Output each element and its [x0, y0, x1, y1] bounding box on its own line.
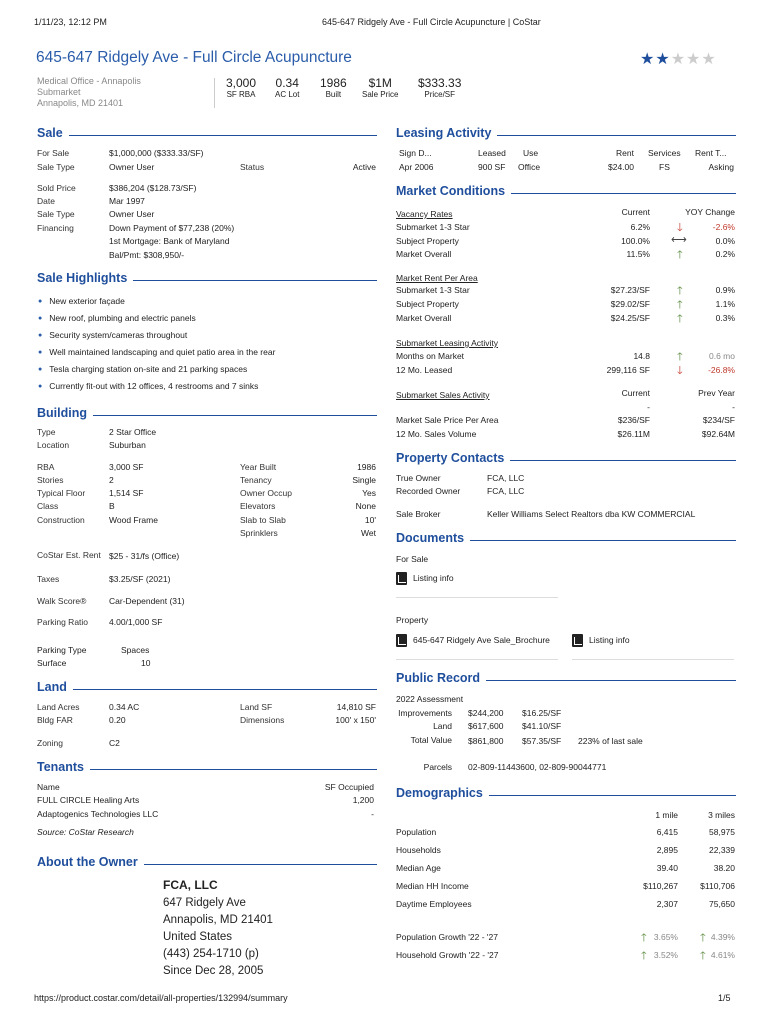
section-title: Public Record: [396, 671, 481, 685]
document-link[interactable]: [396, 572, 558, 598]
value: 3,000 SF: [109, 462, 144, 472]
value: Bal/Pmt: $308,950/-: [109, 250, 185, 260]
list-item: ● New roof, plumbing and electric panels: [38, 313, 196, 323]
value: 38.20: [713, 863, 735, 873]
value: 14.8: [633, 351, 650, 361]
value: Down Payment of $77,238 (20%): [109, 223, 235, 233]
value: 10': [364, 515, 376, 525]
value: 0.3%: [715, 313, 735, 323]
subsection-title: Property: [396, 615, 429, 625]
print-tab-title: 645-647 Ridgely Ave - Full Circle Acupuncture | CoStar: [322, 17, 541, 27]
label: Parcels: [423, 762, 452, 772]
section-title: Leasing Activity: [396, 126, 492, 140]
table-cell: Office: [518, 162, 541, 172]
stat-value: 3,000: [226, 76, 257, 90]
value: $24.25/SF: [610, 313, 650, 323]
page-title: 645-647 Ridgely Ave - Full Circle Acupuncture: [36, 49, 352, 66]
label: Sale Type: [37, 162, 75, 172]
arrow-up-icon: 🡑: [677, 351, 683, 363]
column-header: YOY Change: [685, 207, 735, 217]
value: 2 Star Office: [109, 427, 157, 437]
owner-name: FCA, LLC: [163, 878, 218, 892]
column-header: Rent: [616, 148, 634, 158]
label: 12 Mo. Sales Volume: [396, 429, 477, 439]
value: 11.5%: [626, 249, 650, 259]
value: 4.39%: [710, 932, 735, 942]
value: $29.02/SF: [610, 299, 650, 309]
value: $16.25/SF: [522, 708, 562, 718]
label: 12 Mo. Leased: [396, 365, 453, 375]
label: Daytime Employees: [396, 899, 472, 909]
table-cell: Asking: [708, 162, 734, 172]
value: FCA, LLC: [487, 473, 525, 483]
label: Typical Floor: [37, 488, 86, 498]
star-empty-icon: ★: [686, 51, 702, 68]
value: 2: [109, 475, 114, 485]
section-highlights-header: [37, 271, 377, 285]
pdf-icon: [572, 634, 583, 647]
table-cell: $24.00: [608, 162, 634, 172]
value: 0.6 mo: [709, 351, 735, 361]
label: Land SF: [240, 702, 273, 712]
stat-value: 1986: [320, 76, 347, 90]
value: 14,810 SF: [336, 702, 376, 712]
owner-street: 647 Ridgely Ave: [163, 897, 246, 909]
value: $27.23/SF: [610, 285, 650, 295]
value: 3.52%: [653, 950, 678, 960]
label: Median HH Income: [396, 881, 469, 891]
stat-rba: [226, 76, 256, 99]
label: Land Acres: [37, 702, 80, 712]
stat-label: Sale Price: [362, 90, 399, 99]
column-header: Use: [523, 148, 539, 158]
table-cell: FS: [659, 162, 670, 172]
value: 100.0%: [621, 236, 650, 246]
table-row: FULL CIRCLE Healing Arts: [37, 795, 140, 805]
value: C2: [109, 738, 120, 748]
star-empty-icon: ★: [670, 51, 687, 68]
value: $386,204 ($128.73/SF): [109, 183, 197, 193]
label: Market Sale Price Per Area: [396, 415, 499, 425]
value: FCA, LLC: [487, 486, 525, 496]
section-owner-header: [37, 855, 377, 869]
label: Financing: [37, 223, 74, 233]
label: Sale Type: [37, 209, 75, 219]
column-header: Rent T...: [695, 148, 727, 158]
value: 2,895: [656, 845, 678, 855]
arrow-up-icon: 🡑: [641, 950, 647, 962]
label: Sold Price: [37, 183, 76, 193]
status-value: Active: [352, 162, 376, 172]
star-filled-icon: ★: [640, 51, 656, 68]
section-building-header: [37, 406, 377, 420]
value: 1.1%: [715, 299, 735, 309]
list-item: ● Security system/cameras throughout: [38, 330, 187, 340]
value: $92.64M: [701, 429, 735, 439]
label: Tenancy: [240, 475, 272, 485]
source-note: Source: CoStar Research: [37, 827, 134, 837]
label: Sale Broker: [396, 509, 441, 519]
label: Households: [396, 845, 441, 855]
value: 2,307: [656, 899, 678, 909]
label: Type: [37, 427, 56, 437]
value: 0.34 AC: [109, 702, 140, 712]
table-cell: -: [371, 809, 374, 819]
value: None: [355, 501, 376, 511]
arrow-up-icon: 🡑: [677, 313, 683, 325]
value: 0.2%: [715, 249, 735, 259]
column-header: Sign D...: [399, 148, 432, 158]
section-tenants-header: [37, 760, 377, 774]
value: 6.2%: [630, 222, 650, 232]
list-item: ● Currently fit-out with 12 offices, 4 restrooms and 7 sinks: [38, 381, 258, 391]
value: $25 - 31/fs (Office): [109, 551, 180, 561]
label: Parking Ratio: [37, 617, 89, 627]
section-title: Sale: [37, 126, 63, 140]
value: 299,116 SF: [606, 365, 650, 375]
column-header: Current: [621, 388, 650, 398]
value: -26.8%: [708, 365, 735, 375]
section-land-header: [37, 680, 377, 694]
value: Car-Dependent (31): [109, 596, 185, 606]
value: 1986: [357, 462, 376, 472]
stat-label: AC Lot: [275, 90, 300, 99]
star-empty-icon: ★: [701, 51, 717, 68]
stat-label: Price/SF: [424, 90, 456, 99]
submarket-line2: Submarket: [37, 87, 81, 97]
value: $1,000,000 ($333.33/SF): [109, 148, 204, 158]
stat-value: $333.33: [418, 76, 462, 90]
value: Owner User: [109, 209, 155, 219]
submarket-line1: Medical Office - Annapolis: [37, 76, 141, 86]
owner-city: Annapolis, MD 21401: [163, 914, 273, 926]
arrow-up-icon: 🡑: [700, 932, 706, 944]
label: Improvements: [398, 708, 452, 718]
owner-since: Since Dec 28, 2005: [163, 965, 264, 977]
arrow-up-icon: 🡑: [677, 285, 683, 297]
stat-sale-price: [362, 76, 398, 99]
section-public-record-header: [396, 671, 736, 685]
value: 58,975: [709, 827, 735, 837]
column-header: Spaces: [121, 645, 150, 655]
value: 22,339: [709, 845, 735, 855]
section-documents-header: [396, 531, 736, 545]
pdf-icon: [396, 634, 407, 647]
divider: [214, 78, 215, 108]
value: 3.65%: [653, 932, 678, 942]
table-cell: Apr 2006: [399, 162, 434, 172]
arrow-up-icon: 🡑: [677, 299, 683, 311]
subsection-title: Market Rent Per Area: [396, 273, 478, 283]
section-title: Demographics: [396, 786, 483, 800]
section-contacts-header: [396, 451, 736, 465]
arrow-up-icon: 🡑: [677, 249, 683, 261]
document-label: Listing info: [589, 634, 630, 645]
value: Yes: [362, 488, 376, 498]
label: Total Value: [410, 735, 452, 745]
value: Single: [352, 475, 376, 485]
value: Owner User: [109, 162, 155, 172]
list-item: ● Tesla charging station on-site and 21 parking spaces: [38, 364, 247, 374]
section-demographics-header: [396, 786, 736, 800]
arrow-up-icon: 🡑: [700, 950, 706, 962]
label: Construction: [37, 515, 85, 525]
city-line: Annapolis, MD 21401: [37, 98, 124, 108]
section-market-header: [396, 184, 736, 198]
label: Owner Occup: [240, 488, 292, 498]
subsection-title: For Sale: [396, 554, 429, 564]
value: 4.00/1,000 SF: [109, 617, 163, 627]
section-title: Sale Highlights: [37, 271, 128, 285]
label: Market Overall: [396, 313, 452, 323]
label: Sprinklers: [240, 528, 278, 538]
label: Slab to Slab: [240, 515, 286, 525]
label: Months on Market: [396, 351, 465, 361]
label: Subject Property: [396, 236, 459, 246]
stat-label: SF RBA: [226, 90, 256, 99]
label: Zoning: [37, 738, 63, 748]
label: Subject Property: [396, 299, 459, 309]
value: 1,514 SF: [109, 488, 144, 498]
label: CoStar Est. Rent: [37, 550, 101, 560]
stat-built: [320, 76, 347, 99]
stat-value: $1M: [368, 76, 392, 90]
owner-country: United States: [163, 931, 233, 943]
arrow-up-icon: 🡑: [641, 932, 647, 944]
column-header: Current: [621, 207, 650, 217]
list-item: ● New exterior façade: [38, 296, 125, 306]
stat-value: 0.34: [275, 76, 299, 90]
label: Status: [240, 162, 265, 172]
table-cell: 1,200: [352, 795, 374, 805]
star-filled-icon: ★: [655, 51, 671, 68]
section-title: Documents: [396, 531, 465, 545]
value: 6,415: [656, 827, 678, 837]
label: Location: [37, 440, 70, 450]
arrow-down-icon: 🡓: [677, 222, 683, 234]
document-link[interactable]: [572, 634, 734, 660]
label: Elevators: [240, 501, 276, 511]
section-title: About the Owner: [37, 855, 138, 869]
value: Wood Frame: [109, 515, 158, 525]
document-label: 645-647 Ridgely Ave Sale_Brochure: [413, 634, 550, 645]
label: RBA: [37, 462, 55, 472]
value: Keller Williams Select Realtors dba KW COMMERCIAL: [487, 509, 696, 519]
section-sale-header: [37, 126, 377, 140]
label: Market Overall: [396, 249, 452, 259]
value: 4.61%: [710, 950, 735, 960]
section-title: Market Conditions: [396, 184, 506, 198]
section-title: Property Contacts: [396, 451, 505, 465]
label: True Owner: [396, 473, 441, 483]
section-leasing-header: [396, 126, 736, 140]
value: 0.0%: [715, 236, 735, 246]
subsection-title: Submarket Leasing Activity: [396, 338, 499, 348]
column-header: Services: [648, 148, 681, 158]
column-header: Leased: [478, 148, 506, 158]
label: Submarket 1-3 Star: [396, 222, 470, 232]
label: Population Growth '22 - '27: [396, 932, 498, 942]
value: $244,200: [468, 708, 504, 718]
value: -2.6%: [712, 222, 735, 232]
value: Wet: [361, 528, 376, 538]
value: 02-809-11443600, 02-809-90044771: [468, 762, 607, 772]
column-header: SF Occupied: [324, 782, 374, 792]
label: Dimensions: [240, 715, 285, 725]
value: $617,600: [468, 721, 504, 731]
star-rating: [640, 49, 717, 69]
document-label: Listing info: [413, 572, 454, 583]
value: 223% of last sale: [578, 736, 643, 746]
value: Suburban: [109, 440, 146, 450]
value: $41.10/SF: [522, 721, 562, 731]
value: Surface: [37, 658, 67, 668]
table-cell: 900 SF: [478, 162, 506, 172]
value: $57.35/SF: [522, 736, 562, 746]
value: $26.11M: [617, 429, 650, 439]
label: Recorded Owner: [396, 486, 461, 496]
label: For Sale: [37, 148, 70, 158]
column-header: Parking Type: [37, 645, 87, 655]
submarket-info: [37, 76, 141, 109]
label: Population: [396, 827, 437, 837]
stat-label: Built: [325, 90, 342, 99]
pdf-icon: [396, 572, 407, 585]
label: Bldg FAR: [37, 715, 73, 725]
section-title: Tenants: [37, 760, 84, 774]
arrow-both-icon: ⟷: [671, 234, 687, 246]
value: $861,800: [468, 736, 504, 746]
section-title: Land: [37, 680, 67, 694]
value: B: [109, 501, 115, 511]
label: Household Growth '22 - '27: [396, 950, 499, 960]
column-header: 3 miles: [708, 810, 735, 820]
value: -: [647, 402, 650, 412]
document-link[interactable]: [396, 634, 558, 660]
value: 100' x 150': [335, 715, 376, 725]
subsection-title: 2022 Assessment: [396, 694, 464, 704]
value: -: [732, 402, 735, 412]
subsection-title: Submarket Sales Activity: [396, 390, 490, 400]
value: $234/SF: [702, 415, 735, 425]
value: 0.9%: [715, 285, 735, 295]
list-item: ● Well maintained landscaping and quiet patio area in the rear: [38, 347, 275, 357]
column-header: Name: [37, 782, 60, 792]
value: 10: [141, 658, 151, 668]
label: Submarket 1-3 Star: [396, 285, 470, 295]
label: Date: [37, 196, 55, 206]
label: Year Built: [240, 462, 277, 472]
label: Stories: [37, 475, 64, 485]
label: Land: [433, 721, 452, 731]
value: Mar 1997: [109, 196, 145, 206]
column-header: 1 mile: [655, 810, 678, 820]
label: Median Age: [396, 863, 441, 873]
label: Walk Score®: [37, 596, 87, 606]
print-datetime: 1/11/23, 12:12 PM: [34, 17, 107, 27]
value: $3.25/SF (2021): [109, 574, 171, 584]
owner-phone: (443) 254-1710 (p): [163, 948, 259, 960]
stat-lot: [275, 76, 299, 99]
arrow-down-icon: 🡓: [677, 365, 683, 377]
value: 0.20: [109, 715, 126, 725]
value: 75,650: [709, 899, 735, 909]
label: Taxes: [37, 574, 60, 584]
value: $110,706: [700, 881, 735, 891]
section-title: Building: [37, 406, 87, 420]
footer-url[interactable]: https://product.costar.com/detail/all-properties/132994/summary: [34, 993, 288, 1003]
value: $236/SF: [617, 415, 650, 425]
subsection-title: Vacancy Rates: [396, 209, 453, 219]
table-row: Adaptogenics Technologies LLC: [37, 809, 159, 819]
value: 1st Mortgage: Bank of Maryland: [109, 236, 230, 246]
page-number: 1/5: [718, 993, 731, 1003]
column-header: Prev Year: [698, 388, 735, 398]
stat-price-sf: [418, 76, 461, 99]
value: $110,267: [643, 881, 678, 891]
label: Class: [37, 501, 59, 511]
value: 39.40: [656, 863, 678, 873]
